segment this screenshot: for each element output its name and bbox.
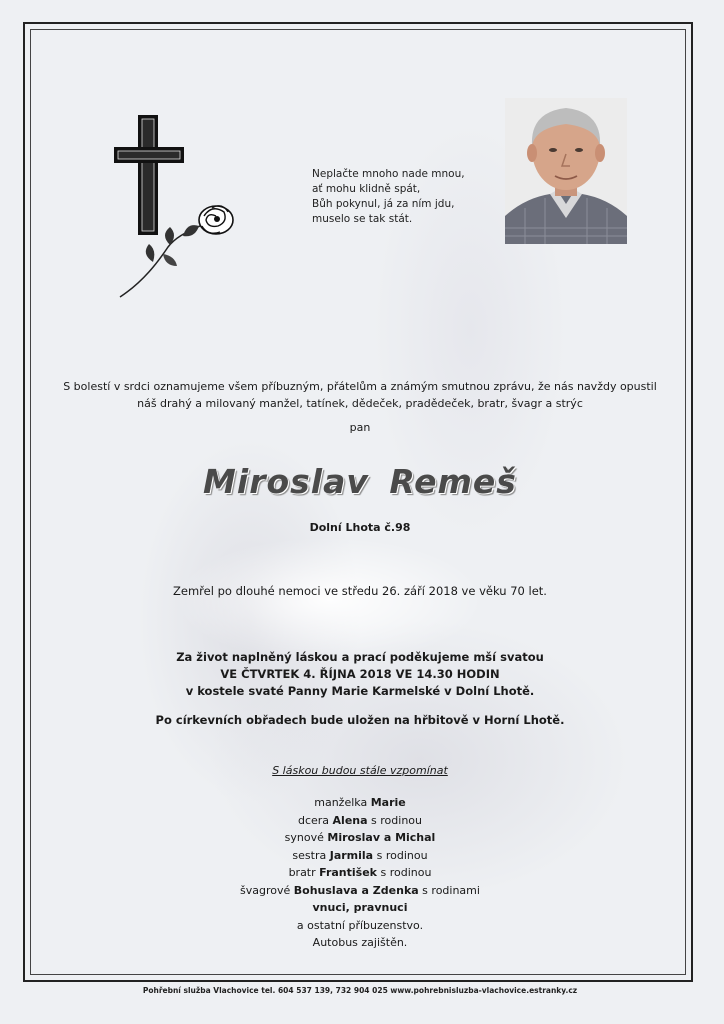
poem	[312, 167, 465, 227]
footer-contact: Pohřební služba Vlachovice tel. 604 537 139, 732 904 025 www.pohrebnisluzba-vlachovice.estranky.cz	[142, 986, 578, 995]
poem-line: Bůh pokynul, já za ním jdu,	[312, 198, 455, 210]
bus-note: Autobus zajištěn.	[312, 936, 408, 949]
family-list	[40, 794, 680, 934]
memory-title: S láskou budou stále vzpomínat	[272, 764, 448, 777]
poem-line: Neplačte mnoho nade mnou,	[312, 168, 465, 180]
cross-with-rose-icon	[108, 112, 248, 302]
poem-line: muselo se tak stát.	[312, 213, 413, 225]
family-item: švagrové Bohuslava a Zdenka s rodinami	[240, 883, 480, 897]
intro-line: S bolestí v srdci oznamujeme všem příbuzným, přátelům a známým smutnou zprávu, že nás navždy opustil	[63, 380, 657, 393]
mass-place: v kostele svaté Panny Marie Karmelské v Dolní Lhotě.	[185, 684, 535, 698]
intro-line: náš drahý a milovaný manžel, tatínek, dědeček, pradědeček, bratr, švagr a strýc	[137, 397, 583, 410]
mass-info	[40, 649, 680, 700]
deceased-name: Miroslav Remeš	[203, 462, 517, 501]
mass-line: Za život naplněný láskou a prací poděkujeme mší svatou	[176, 650, 544, 664]
family-item: manželka Marie	[314, 796, 406, 809]
mass-date: VE ČTVRTEK 4. ŘÍJNA 2018 VE 14.30 HODIN	[220, 667, 500, 681]
announcement-intro	[40, 378, 680, 412]
honorific: pan	[349, 421, 371, 434]
portrait-photo	[505, 98, 627, 244]
family-item: dcera Alena s rodinou	[297, 813, 422, 827]
poem-line: ať mohu klidně spát,	[312, 183, 421, 195]
family-item: sestra Jarmila s rodinou	[292, 848, 428, 862]
family-item: synové Miroslav a Michal	[284, 831, 436, 844]
death-notice: Zemřel po dlouhé nemoci ve středu 26. září 2018 ve věku 70 let.	[173, 584, 547, 598]
family-item: vnuci, pravnuci	[312, 901, 408, 914]
family-item: bratr František s rodinou	[288, 866, 432, 879]
burial-info: Po církevních obřadech bude uložen na hřbitově v Horní Lhotě.	[155, 713, 565, 727]
deceased-address: Dolní Lhota č.98	[309, 521, 411, 534]
family-item: a ostatní příbuzenstvo.	[296, 918, 424, 932]
